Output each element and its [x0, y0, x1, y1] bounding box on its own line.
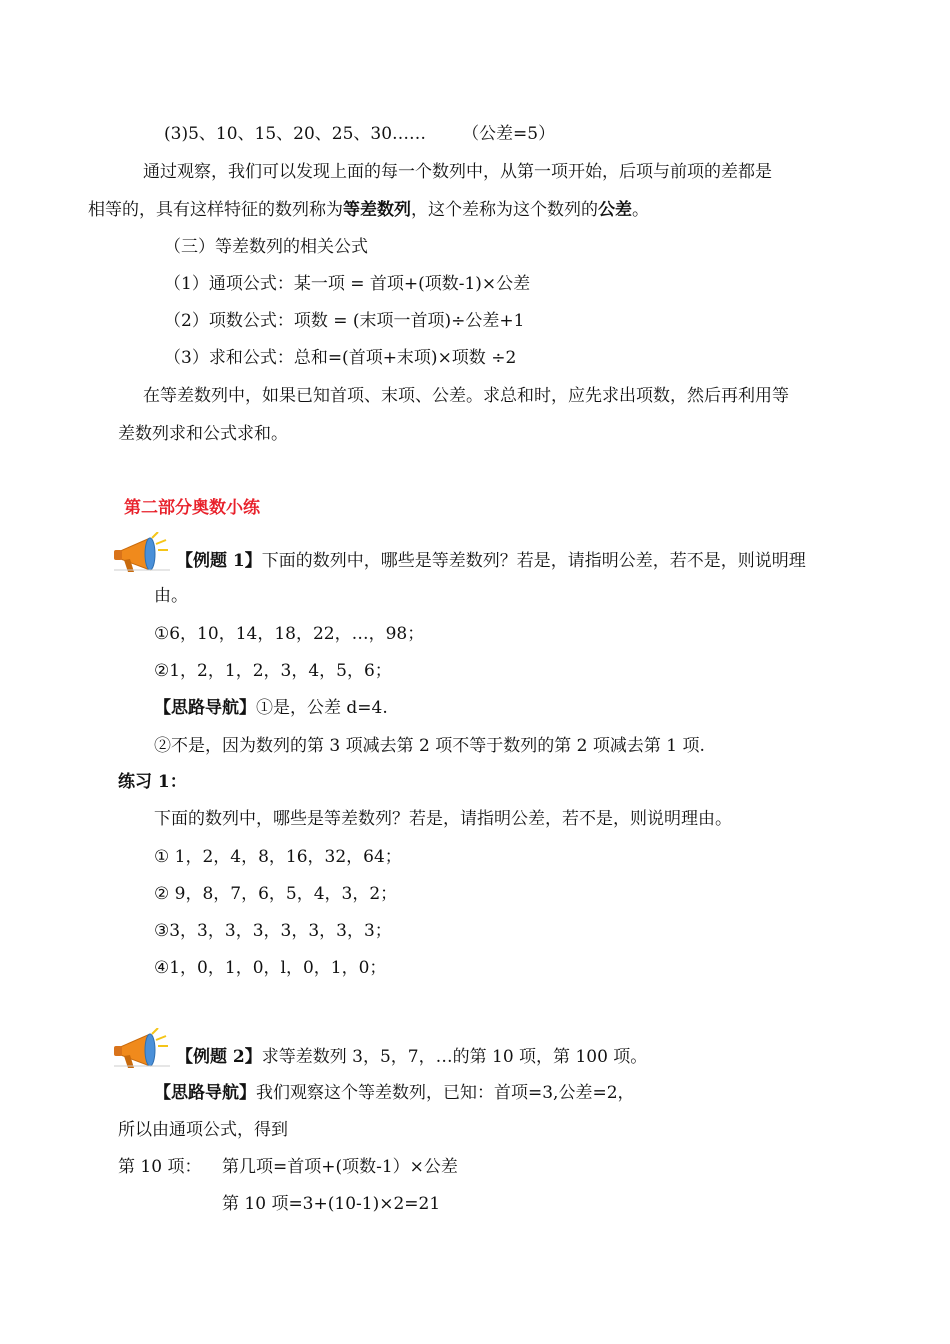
example-2-line-2: 所以由通项公式，得到	[118, 1120, 288, 1140]
practice-1-item-2: ② 9，8，7，6，5，4，3，2；	[154, 884, 398, 904]
example-1-tag: 【例题 1】	[176, 551, 262, 571]
hint-tag: 【思路导航】	[154, 1083, 256, 1103]
part-2-heading: 第二部分奥数小练	[124, 498, 260, 518]
example-2-step-1: 第几项=首项+(项数-1）×公差	[222, 1157, 458, 1177]
example-2-hint: 【思路导航】我们观察这个等差数列，已知：首项=3,公差=2，	[154, 1083, 635, 1103]
sequence-3: (3)5、10、15、20、25、30…… （公差=5）	[164, 124, 556, 144]
megaphone-icon	[112, 532, 172, 578]
hint-tag: 【思路导航】	[154, 698, 256, 718]
observation-line-2: 相等的，具有这样特征的数列称为等差数列，这个差称为这个数列的公差。	[88, 200, 649, 220]
formulas-heading: （三）等差数列的相关公式	[164, 237, 368, 257]
formula-general-term: （1）通项公式：某一项 = 首项+(项数-1)×公差	[164, 274, 531, 294]
example-1-item-2: ②1，2，1，2，3，4，5，6；	[154, 661, 392, 681]
practice-1-item-4: ④1，0，1，0，l，0，1，0；	[154, 958, 387, 978]
example-2-tag: 【例题 2】	[176, 1047, 262, 1067]
practice-1-item-3: ③3，3，3，3，3，3，3，3；	[154, 921, 392, 941]
formula-term-count: （2）项数公式：项数 = (末项一首项)÷公差+1	[164, 311, 525, 331]
term-common-difference: 公差	[598, 200, 632, 220]
practice-1-heading: 练习 1：	[118, 772, 187, 792]
practice-1-item-1: ① 1，2，4，8，16，32，64；	[154, 847, 402, 867]
megaphone-icon	[112, 1028, 172, 1074]
example-2-term-10-label: 第 10 项：	[118, 1157, 202, 1177]
observation-line-1: 通过观察，我们可以发现上面的每一个数列中，从第一项开始，后项与前项的差都是	[143, 162, 772, 182]
note-line-2: 差数列求和公式求和。	[118, 424, 288, 444]
example-1-hint-line-1: 【思路导航】①是，公差 d=4.	[154, 698, 388, 718]
example-2-step-2: 第 10 项=3+(10-1)×2=21	[222, 1194, 441, 1214]
example-1-question-line-2: 由。	[154, 586, 188, 606]
example-1-item-1: ①6，10，14，18，22，…，98；	[154, 624, 425, 644]
example-2-question: 【例题 2】求等差数列 3，5，7，…的第 10 项，第 100 项。	[176, 1047, 648, 1067]
formula-sum: （3）求和公式：总和=(首项+末项)×项数 ÷2	[164, 348, 517, 368]
sequence-3-difference: （公差=5）	[462, 124, 556, 144]
note-line-1: 在等差数列中，如果已知首项、末项、公差。求总和时，应先求出项数，然后再利用等	[143, 386, 789, 406]
example-1-hint-line-2: ②不是，因为数列的第 3 项减去第 2 项不等于数列的第 2 项减去第 1 项.	[154, 736, 705, 756]
term-arithmetic-sequence: 等差数列	[343, 200, 411, 220]
example-1-question-line-1: 【例题 1】下面的数列中，哪些是等差数列？若是，请指明公差，若不是，则说明理	[176, 551, 806, 571]
practice-1-question: 下面的数列中，哪些是等差数列？若是，请指明公差，若不是，则说明理由。	[154, 809, 732, 829]
